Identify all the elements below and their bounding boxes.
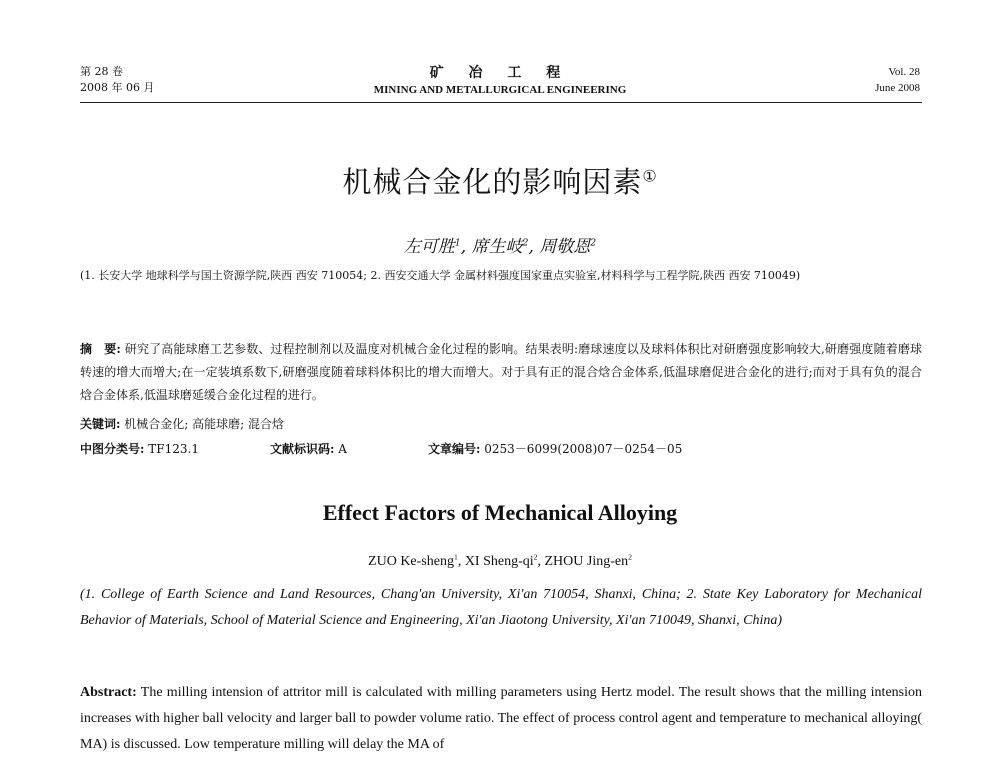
paper-title-en: Effect Factors of Mechanical Alloying [322, 500, 678, 525]
title-footnote-mark: ① [642, 166, 658, 186]
author-affil-sup: 2 [533, 552, 538, 562]
doc-code-label: 文献标识码: [270, 442, 335, 456]
keywords-cn [80, 414, 284, 434]
article-number-label: 文章编号: [428, 442, 481, 456]
author-en: ZHOU Jing-en [544, 554, 629, 569]
volume-en: Vol. 28 [888, 66, 920, 78]
abstract-en-label: Abstract: [80, 685, 137, 700]
affiliation-cn: (1. 长安大学 地球科学与国土资源学院,陕西 西安 710054; 2. 西安交通大学 金属材料强度国家重点实验室,材料科学与工程学院,陕西 西安 710049) [80, 269, 801, 282]
abstract-cn-text: 研究了高能球磨工艺参数、过程控制剂以及温度对机械合金化过程的影响。结果表明:磨球速度以及球料体积比对研磨强度影响较大,研磨强度随着磨球转速的增大而增大;在一定装填系数下,研磨强度随着球料体积比的增大而增大。对于具有正的混合焓合金体系,低温球磨促进合金化的进行;而对于具有负的混合焓合金体系,低温球磨延缓合金化过程的进行。 [80, 342, 922, 402]
author-affil-sup: 2 [628, 552, 632, 562]
author-affil-sup: 1 [453, 552, 458, 562]
date-cn: 2008 年 06 月 [80, 81, 155, 94]
journal-name-cn: 矿 冶 工 程 [429, 65, 571, 81]
author-affil-sup: 2 [590, 237, 597, 249]
journal-name-en: MINING AND METALLURGICAL ENGINEERING [373, 84, 627, 96]
header-rule [80, 102, 922, 103]
abstract-en-text: The milling intension of attritor mill is calculated with milling parameters using Hertz model. The result shows that the milling intension increases with higher ball velocity and larger ball to powder volume ratio. The effect of process control agent and temperature to mechanical alloying( MA) is discussed. Low temperature milling will delay the MA of [80, 685, 923, 752]
article-number [428, 439, 682, 459]
clc-value: TF123.1 [148, 442, 199, 456]
abstract-en [80, 680, 922, 758]
author-cn: 周敬恩 [539, 237, 591, 257]
article-number-value: 0253－6099(2008)07－0254－05 [484, 442, 683, 456]
volume-cn: 第 28 卷 [80, 65, 123, 78]
author-cn: 席生岐 [471, 237, 523, 257]
author-en: ZUO Ke-sheng [368, 554, 454, 569]
abstract-cn-label: 摘 要: [80, 342, 121, 356]
doc-code-value: A [338, 442, 347, 456]
author-affil-sup: 2 [522, 237, 529, 249]
paper-title-cn [0, 160, 1000, 201]
document-code [270, 439, 347, 459]
title-cn-text: 机械合金化的影响因素 [342, 165, 643, 199]
date-en: June 2008 [875, 82, 920, 94]
affiliation-en: (1. College of Earth Science and Land Resources, Chang'an University, Xi'an 710054, Shanxi, China; 2. State Key Laboratory for Mechanical Behavior of Materials, School of Material Science and Engineering, Xi'an Jiaotong University, Xi'an 710049, Shanxi, China) [80, 587, 922, 628]
author-affil-sup: 1 [454, 237, 461, 249]
authors-cn: 左可胜$^1$, 席生岐$^2$, 周敬恩$^2$ [403, 237, 597, 257]
clc-label: 中图分类号: [80, 442, 145, 456]
author-cn: 左可胜 [403, 237, 455, 257]
author-en: XI Sheng-qi [464, 554, 534, 569]
header-volume-date-en [875, 64, 920, 96]
journal-name [0, 62, 1000, 96]
authors-en: ZUO Ke-sheng$^1$, XI Sheng-$qi^2$, ZHOU Jing-$en^2$ [368, 552, 632, 569]
keywords-cn-text: 机械合金化; 高能球磨; 混合焓 [124, 417, 284, 431]
keywords-cn-label: 关键词: [80, 417, 121, 431]
abstract-cn [80, 338, 922, 407]
clc-number [80, 439, 199, 459]
